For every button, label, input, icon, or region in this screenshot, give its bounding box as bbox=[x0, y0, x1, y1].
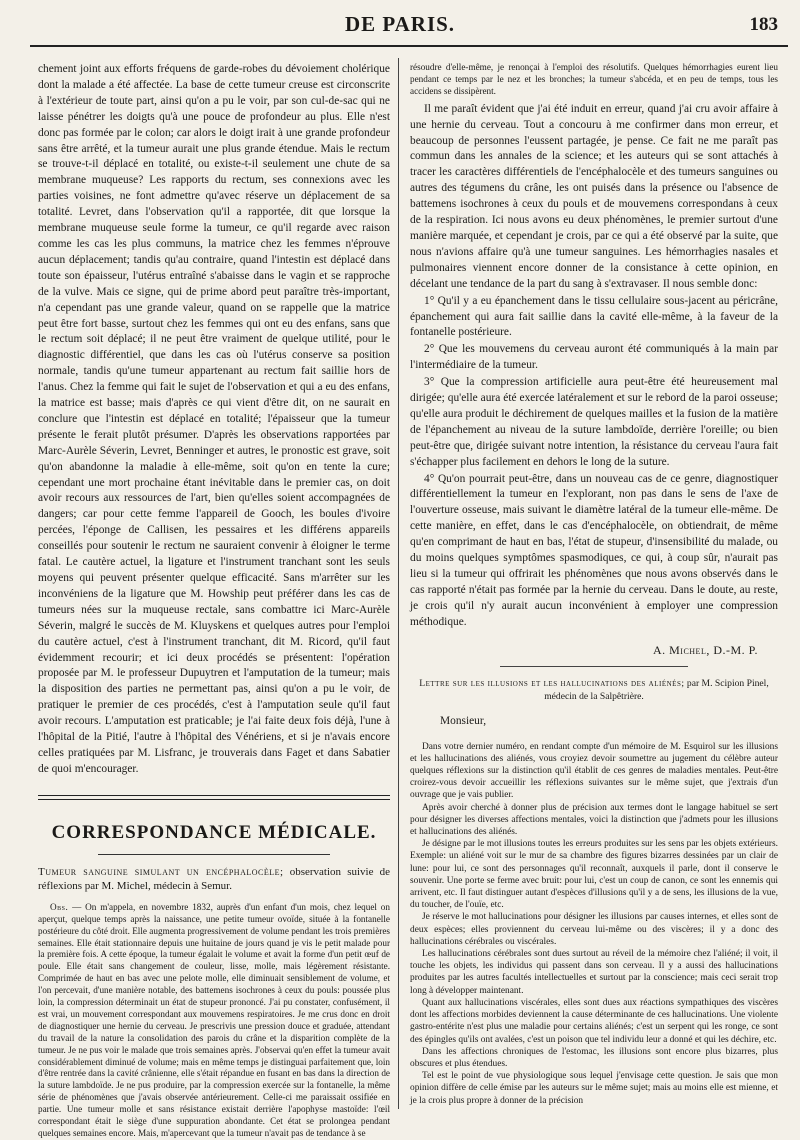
section-title: CORRESPONDANCE MÉDICALE. bbox=[51, 821, 377, 843]
observation-paragraph bbox=[38, 902, 390, 1140]
author-signature: A. Michel, D.-M. P. bbox=[652, 642, 758, 657]
column-divider bbox=[398, 58, 399, 1109]
running-title: DE PARIS. bbox=[344, 12, 456, 36]
letter-paragraph: Je réserve le mot hallucinations pour désigner les illusions par causes internes, et elles sont de deux espèces; elles proviennent du cerveau lui-même ou des viscères; il y a donc des hallucinations cérébrales ou viscérales. bbox=[410, 912, 778, 947]
letter-heading-rest: par M. Scipion Pinel, médecin de la Salpêtrière. bbox=[544, 677, 769, 702]
article-heading-rest: observation suivie de réflexions par M. Michel, médecin à Semur. bbox=[38, 865, 390, 893]
reflection-point-2: 2° Que les mouvemens du cerveau auront été communiqués à la main par l'intermédiaire de la tumeur. bbox=[410, 343, 778, 372]
letter-paragraph: Les hallucinations cérébrales sont dues surtout au réveil de la mémoire chez l'aliéné; il voit, il touche les objets, les individus qui passent dans son cerveau. Il y a aussi des hallucinations produites par les autres facultés intellectuelles et surtout par la conscience; mais ceci serait trop long à développer maintenant. bbox=[410, 949, 778, 996]
page-header bbox=[0, 0, 800, 52]
section-separator bbox=[38, 795, 390, 800]
observation-text: — On m'appela, en novembre 1832, auprès d'un enfant d'un mois, chez lequel on aperçut, quelque temps après la naissance, une petite tumeur ovoïde, située à la fontanelle postérieure du côté droit. Elle augmenta progressivement de volume pendant les trois premières semaines. Elle était stationnaire depuis une huitaine de jours quand je vis le petit malade pour la première fois. A cette époque, la tumeur égalait le volume et avait la forme d'un petit œuf de poule. Elle était sans changement de couleur, lisse, molle, mais légèrement résistante. Comprimée de haut en bas avec une pelote molle, elle diminuait sensiblement de volume, et l'on percevait, d'une manière notable, des battemens isochrones à ceux du pouls: poussée plus loin, la compression déterminait un état de stupeur prononcé. J'ai pu constater, confusément, il est vrai, un mouvement correspondant aux mouvemens respiratoires. Je me crus donc en droit de diagnostiquer une hernie du cerveau. Je prescrivis une pression douce et graduée, attendant du travail de la nature la consolidation des parois du crâne et la disparition complète de la tumeur. Je ne pus voir le malade que trois semaines après. J'observai qu'en effet la tumeur avait considérablement diminué de volume; mais en même temps je distinguai parfaitement que, loin d'être rentrée dans la cavité crânienne, elle s'était répandue en fusant en bas dans la direction de la suture lambdoïde. Je ne pus produire, par la compression exercée sur la fontanelle, la même série de phénomènes que j'avais observée antérieurement. Celle-ci me paraissait ossifiée en partie. Une tumeur molle et sans résistance existait derrière l'apophyse mastoïde: l'œil correspondant était le siège d'une suppuration abondante. Cet état se prolongea pendant quelques semaines encore. Mais, m'apercevant que la tumeur n'avait pas de tendance à se bbox=[38, 901, 390, 1138]
reflection-point-3: 3° Que la compression artificielle aura peut-être été heureusement mal dirigée; qu'elle aura été exercée latéralement et sur le rebord de la paroi osseuse; qu'elle aura produit le déchirement de quelques mailles et la fusion de la matière de l'épanchement au niveau de la suture lambdoïde, derrière l'oreille; ou bien peut-être que, dirigée suivant notre intention, la résistance du cerveau l'aura fait s'échapper plus facilement en dehors le long de la suture. bbox=[410, 376, 778, 468]
reflection-point-4: 4° Qu'on pourrait peut-être, dans un nouveau cas de ce genre, diagnostiquer différentiellement la tumeur en l'explorant, non pas dans le sens de l'axe de l'ouverture osseuse, mais suivant le diamètre latéral de la tumeur elle-même. De cette manière, en effet, dans le cas d'encéphalocèle, on obtiendrait, de même qu'en comprimant de haut en bas, l'état de stupeur, d'insensibilité du malade, ou du moins quelques symptômes spasmodiques, ce qui, à coup sûr, n'aurait pas lieu si la tumeur qui offrirait les phénomènes que nous avons observés dans le cas rapporté n'était pas formée par la hernie du cerveau. Dans le doute, au reste, je crois qu'il n'y aurait aucun inconvénient à employer une compression méthodique. bbox=[410, 472, 778, 628]
observation-lead: Obs. bbox=[50, 901, 69, 912]
article-heading bbox=[38, 865, 390, 894]
paragraph-rectum-discussion: chement joint aux efforts fréquens de garde-robes du dévoiement cholérique dont la malade a été affectée. La base de cette tumeur creuse est circonscrite à l'extérieur de toute part, ainsi qu'on a pu le voir, par son cul-de-sac qui ne laisse pénétrer les doigts qu'à une pouce de profondeur au plus. Elle n'est donc pas formée par le colon; car alors le doigt irait à une grande profondeur sans être arrêté, et la tumeur aurait une plus grande étendue. Mais le rectum se trouve-t-il déplacé en totalité, ou existe-t-il seulement une chute de sa membrane muqueuse? Les rapports du rectum, ses connexions avec les parties voisines, ne font admettre qu'avec réserve un déplacement de sa totalité. Levret, dans l'observation qu'il a rapportée, dit que lorsque la membrane muqueuse seule forme la tumeur, ce qu'il regarde avec raison comme les cas les plus communs, la matrice chez les femmes n'éprouve aucun déplacement; tandis qu'au contraire, quand l'intestin est déplacé dans toute son épaisseur, l'utérus entraîné s'abaisse dans le vagin et se rapproche de la vulve. Mais ce signe, qui de prime abord peut paraître très-important, n'a cependant pas une grande valeur, quand on se rappelle que la matrice peut être fort basse, surtout chez les femmes qui ont eu des enfans, sans que le rectum soit déplacé; il ne peut être vraiment de quelque utilité, pour le diagnostic différentiel, que dans les cas où l'utérus conserve sa position normale, tandis qu'une tumeur appartenant au rectum fait saillie hors de l'anus. Chez la femme qui fait le sujet de l'observation et qui a eu des enfans, la matrice est basse; mais d'après ce qui vient d'être dit, on ne saurait en conclure que l'intestin est déplacé en totalité; l'épaisseur que la tumeur présente le ferait plutôt présumer. D'après les observations rapportées par Marc-Aurèle Séverin, Levret, Benninger et autres, le pronostic est grave, soit qu'on abandonne la maladie à elle-même, soit qu'on en tente la cure; cependant une mort prochaine étant inévitable dans le premier cas, on doit avoir recours aux ressources de l'art, bien qu'elles soient accompagnées de dangers; car pour cette femme l'appareil de Gooch, les boules d'ivoire percées, l'éponge de Callisen, les pessaires et les différens appareils conseillés pour soutenir le rectum ne sauraient convenir à éloigner le terme fatal. Le cautère actuel, la ligature et l'instrument tranchant sont les seuls moyens qui peuvent présenter quelque efficacité. Sans m'arrêter sur les inconvéniens de la ligature que M. Howship peut préférer dans les cas de tumeurs nées sur la muqueuse rectale, sans combattre ici Marc-Aurèle Séverin, malgré le succès de M. Kluyskens et quelques autres pour l'emploi du cautère actuel, c'est à l'instrument tranchant, dit M. Ricord, qu'il faut évidemment recourir; et ici deux procédés se présentent: l'opération proposée par M. le professeur Dupuytren et l'amputation de la tumeur; mais la disposition des parties ne permettant pas, ainsi qu'on a pu le voir, de pratiquer le premier de ces procédés, c'est à l'amputation seule qu'il faut avoir recours. L'amputation est praticable; je l'ai faite deux fois déjà, l'une à l'hôpital de la Pitié, l'autre à l'hôpital des Vénériens, et si je n'avais encore celles pratiquées par M. Lisfranc, je trouverais dans Faget et dans Sabatier de quoi m'encourager. bbox=[38, 63, 390, 775]
letter-paragraph: Tel est le point de vue physiologique sous lequel j'envisage cette question. Je sais que mon opinion diffère de celle émise par les auteurs sur le même sujet; mais au moins elle est mienne, et je la crois plus propre à donner de la précision bbox=[410, 1071, 778, 1106]
section-title-rule bbox=[98, 854, 330, 855]
header-rule bbox=[30, 45, 788, 47]
reflection-point-1: 1° Qu'il y a eu épanchement dans le tissu cellulaire sous-jacent au péricrâne, épanchement qui aura fait saillie dans la cavité elle-même, à la faveur de la fontanelle postérieure. bbox=[410, 294, 778, 339]
page-number: 183 bbox=[749, 14, 778, 35]
letter-paragraph: Quant aux hallucinations viscérales, elles sont dues aux réactions sympathiques des viscères dont les affections morbides deviennent la cause déterminante de ces hallucinations. Une violente gastro-entérite n'est plus une maladie pour certains aliénés; c'est un serpent qui les ronge, ce sont des épingles qu'ils ont avalées, c'est un poison que tel individu leur a donné et qui les déchire, etc. bbox=[410, 997, 778, 1045]
letter-paragraph: Dans votre dernier numéro, en rendant compte d'un mémoire de M. Esquirol sur les illusions et les hallucinations des aliénés, vous croyiez devoir soumettre au jugement du célèbre auteur quelques réflexions sur la distinction qu'il établit de ces genres de maladies mentales. Peut-être croirez-vous devoir accueillir les réflexions suivantes sur le même sujet, que j'extrais d'un ouvrage que je vais publier. bbox=[410, 741, 778, 801]
letter-paragraph: Dans les affections chroniques de l'estomac, les illusions sont encore plus bizarres, plus obscures et plus étendues. bbox=[410, 1046, 778, 1069]
observation-continuation: résoudre d'elle-même, je renonçai à l'emploi des résolutifs. Quelques hémorrhagies eurent lieu pendant ce temps par le nez et les bronches; la tumeur s'abcéda, et en peu de temps, tous les accidens se dissipèrent. bbox=[410, 62, 778, 96]
letter-heading-caps: Lettre sur les illusions et les hallucinations des aliénés; bbox=[419, 677, 685, 689]
letter-paragraph: Après avoir cherché à donner plus de précision aux termes dont le langage habituel se sert pour désigner les diverses affections mentales, voici la distinction que j'admets pour les illusions et hallucinations des aliénés. bbox=[410, 802, 778, 838]
letter-salutation: Monsieur, bbox=[440, 714, 487, 727]
letter-paragraph: Je désigne par le mot illusions toutes les erreurs produites sur les sens par les objets extérieurs. Exemple: un aliéné voit sur le mur de sa chambre des figures bizarres dessinées par un clair de lune: pour lui, ce sont des personnages qu'il reconnaît, auxquels il parle, dont il conserve le souvenir. Une porte se ferme avec bruit: pour lui, c'est un coup de canon, ce sont les ennemis qui arrivent, etc. Il faut distinguer autant d'espèces d'illusions qu'il y a de sens, les illusions de la vue, du toucher, de l'ouïe, etc. bbox=[410, 839, 778, 911]
reflection-paragraph: Il me paraît évident que j'ai été induit en erreur, quand j'ai cru avoir affaire à une hernie du cerveau. Tout a concouru à me confirmer dans mon erreur, et beaucoup de personnes l'eussent partagée, je pense. Ce fait ne me paraît pas commun dans les annales de la science; et les auteurs qui se sont attachés à tracer les caractères différentiels de l'encéphalocèle et des tumeurs sanguines ou autres des tégumens du crâne, les ont puisés dans la présence ou l'absence de battemens isochrones à ceux du pouls et de mouvemens correspondans à ceux de la respiration. Ici nous avons eu deux phénomènes, le premier surtout d'une manière marquée, et cependant je crois, par ce qui a été observé par la suite, que nous n'avions affaire qu'à une tumeur sanguines. Les hémorrhagies nasales et pulmonaires viennent encore donner de la consistance à cette opinion, en décelant une tendance de la part du sang à s'extravaser. Il nous semble donc: bbox=[410, 102, 778, 290]
right-column bbox=[410, 62, 778, 1112]
article-separator bbox=[500, 666, 688, 667]
left-column bbox=[38, 62, 390, 1138]
letter-heading bbox=[410, 677, 778, 703]
article-heading-caps: Tumeur sanguine simulant un encéphalocèle; bbox=[38, 865, 284, 878]
